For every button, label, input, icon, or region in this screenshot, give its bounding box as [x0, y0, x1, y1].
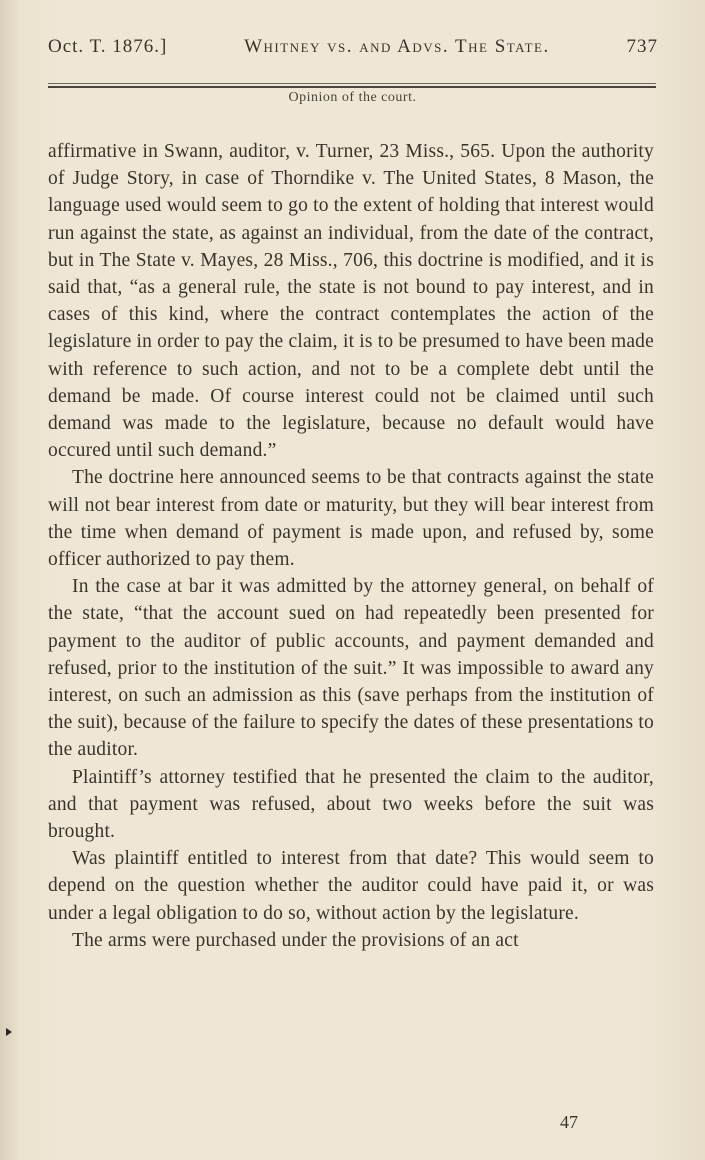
header-rule-bottom — [48, 86, 656, 88]
paragraph: Plaintiff’s attorney testified that he presented the claim to the auditor, and that payment was refused, about two weeks before the suit was brought. — [48, 766, 654, 843]
signature-mark: 47 — [560, 1112, 578, 1132]
term-label: Oct. T. 1876.] — [48, 36, 168, 57]
paragraph: The arms were purchased under the provisions of an act — [72, 929, 519, 951]
paragraph: The doctrine here announced seems to be that contracts against the state will not bear interest from date or maturity, but they will bear interest from the time when demand of payment is made upon, and refused by, some officer authorized to pay them. — [48, 467, 654, 571]
paragraph: In the case at bar it was admitted by the attorney general, on behalf of the state, “that the account sued on had repeatedly been presented for payment to the auditor of public accounts, and payment demanded and refused, prior to the institution of the suit.” It was impossible to award any interest, on such an admission as this (save perhaps from the institution of the suit), because of the failure to specify the dates of these presentations to the auditor. — [48, 576, 654, 761]
paragraph: affirmative in Swann, auditor, v. Turner, 23 Miss., 565. Upon the authority of Judge Story, in case of Thorndike v. The United States, 8 Mason, the language used would seem to go to the extent of holding that interest would run against the state, as against an individual, from the date of the contract, but in The State v. Mayes, 28 Miss., 706, this doctrine is modified, and it is said that, “as a general rule, the state is not bound to pay interest, and in cases of this kind, where the contract contemplates the action of the legislature in order to pay the claim, it is to be presumed to have been made with reference to such action, and not to be a complete debt until the demand be made. Of course interest could not be claimed until such demand was made to the legislature, because no default would have occured until such demand.” — [48, 141, 654, 462]
margin-mark-icon — [6, 1028, 12, 1036]
header-rule-top — [48, 83, 656, 84]
paragraph: Was plaintiff entitled to interest from that date? This would seem to depend on the question whether the auditor could have paid it, or was under a legal obligation to do so, without action by the legislature. — [48, 848, 654, 924]
opinion-text — [48, 138, 654, 954]
section-subheading: Opinion of the court. — [288, 90, 417, 105]
running-header — [48, 36, 658, 58]
running-title: Whitney vs. and Advs. The State. — [244, 36, 550, 57]
page-number: 737 — [626, 36, 658, 57]
